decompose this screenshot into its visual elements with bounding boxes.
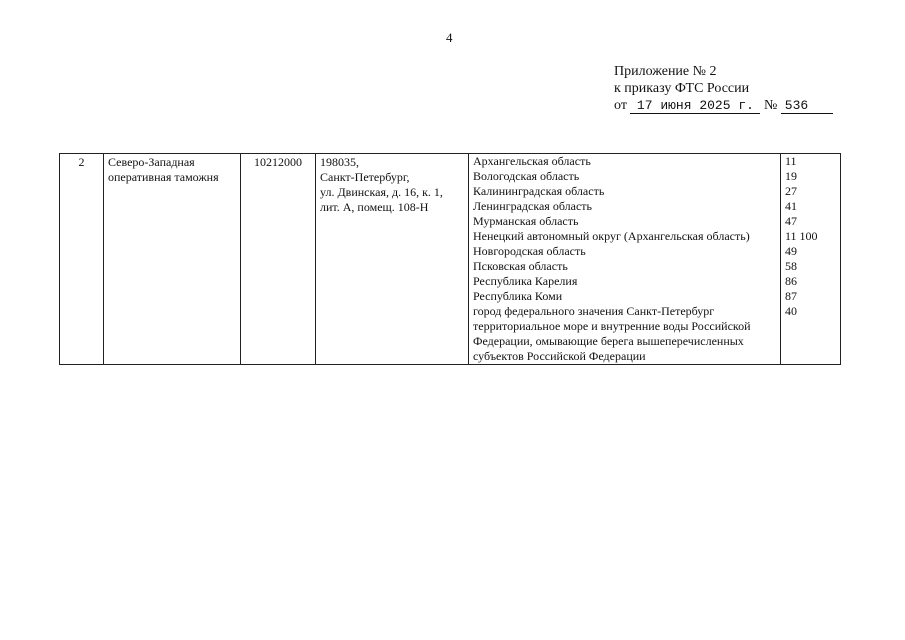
customs-office-code: 10212000 bbox=[241, 154, 316, 365]
number-prefix: № bbox=[763, 98, 778, 113]
region-name: Ненецкий автономный округ (Архангельская область) bbox=[473, 229, 750, 243]
region-name: Мурманская область bbox=[473, 214, 579, 228]
region-code: 19 bbox=[785, 169, 797, 183]
customs-office-address bbox=[316, 154, 469, 365]
region-code: 87 bbox=[785, 289, 797, 303]
region-name: Республика Коми bbox=[473, 289, 563, 303]
row-index: 2 bbox=[60, 154, 104, 365]
appendix-date-line bbox=[614, 97, 833, 114]
region-code: 41 bbox=[785, 199, 797, 213]
address-line: ул. Двинская, д. 16, к. 1, bbox=[320, 185, 443, 199]
region-code: 86 bbox=[785, 274, 797, 288]
order-number: 536 bbox=[781, 99, 833, 114]
appendix-order-ref: к приказу ФТС России bbox=[614, 81, 750, 96]
region-name: территориальное море и внутренние воды Российской Федерации, омывающие берега вышеперечисленных субъектов Российской Федерации bbox=[473, 319, 751, 363]
order-date: 17 июня 2025 г. bbox=[630, 99, 760, 114]
region-name: Псковская область bbox=[473, 259, 568, 273]
region-name: Калининградская область bbox=[473, 184, 605, 198]
appendix-header bbox=[614, 63, 833, 114]
region-code: 40 bbox=[785, 304, 797, 318]
regions-list bbox=[469, 154, 781, 365]
region-code: 11 bbox=[785, 154, 797, 168]
region-code: 27 bbox=[785, 184, 797, 198]
address-line: Санкт-Петербург, bbox=[320, 170, 410, 184]
region-code: 47 bbox=[785, 214, 797, 228]
date-prefix: от bbox=[614, 98, 627, 113]
region-name: Архангельская область bbox=[473, 154, 591, 168]
customs-table bbox=[59, 153, 841, 365]
region-name: Вологодская область bbox=[473, 169, 580, 183]
region-codes-list bbox=[781, 154, 841, 365]
region-name: Республика Карелия bbox=[473, 274, 578, 288]
customs-office-name: Северо-Западная оперативная таможня bbox=[104, 154, 241, 365]
appendix-title: Приложение № 2 bbox=[614, 64, 717, 79]
region-name: город федерального значения Санкт-Петербург bbox=[473, 304, 715, 318]
region-code: 49 bbox=[785, 244, 797, 258]
table-row bbox=[60, 154, 841, 365]
address-line: лит. А, помещ. 108-Н bbox=[320, 200, 429, 214]
region-code: 58 bbox=[785, 259, 797, 273]
region-code: 11 100 bbox=[785, 229, 818, 243]
region-name: Ленинградская область bbox=[473, 199, 592, 213]
address-line: 198035, bbox=[320, 155, 359, 169]
region-name: Новгородская область bbox=[473, 244, 586, 258]
page-number: 4 bbox=[446, 30, 453, 45]
